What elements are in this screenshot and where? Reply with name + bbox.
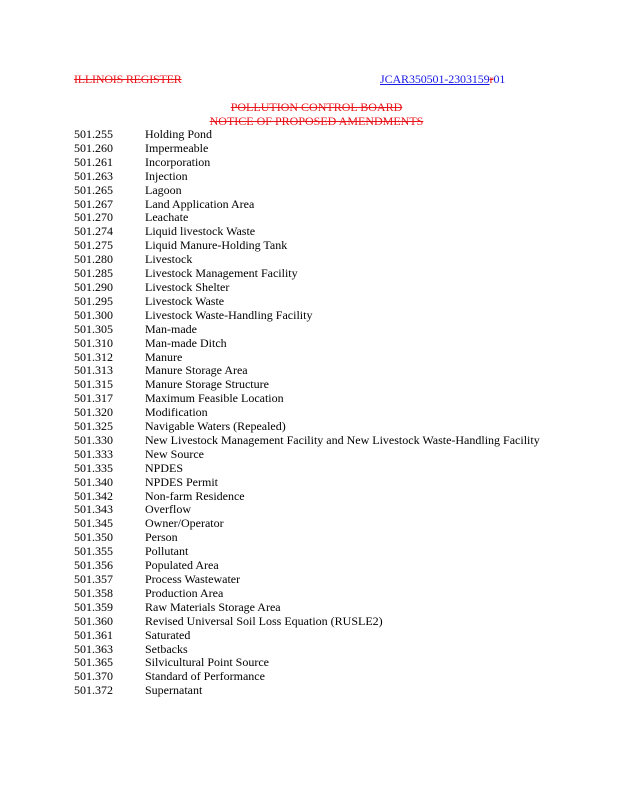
section-number: 501.274 <box>74 224 113 239</box>
section-row <box>74 309 540 323</box>
section-row <box>74 684 540 698</box>
section-number: 501.263 <box>74 168 113 183</box>
section-row <box>74 517 540 531</box>
section-title: Lagoon <box>145 182 182 197</box>
register-header: ILLINOIS REGISTER <box>74 72 182 86</box>
section-row <box>74 337 540 351</box>
section-title: Supernatant <box>145 683 203 698</box>
section-title: Populated Area <box>145 558 219 573</box>
section-row <box>74 142 540 156</box>
section-row <box>74 601 540 615</box>
section-title: New Source <box>145 446 204 461</box>
section-number: 501.267 <box>74 196 113 211</box>
section-row <box>74 392 540 406</box>
section-title: Overflow <box>145 502 191 517</box>
section-title: Livestock Waste <box>145 293 225 308</box>
section-number: 501.315 <box>74 377 113 392</box>
section-title: Manure Storage Area <box>145 363 248 378</box>
section-row <box>74 476 540 490</box>
section-title: NPDES <box>145 460 184 475</box>
section-title: Owner/Operator <box>145 516 224 531</box>
section-row <box>74 128 540 142</box>
section-number: 501.342 <box>74 488 113 503</box>
section-number: 501.365 <box>74 655 113 670</box>
section-row <box>74 253 540 267</box>
section-number: 501.305 <box>74 321 113 336</box>
section-title: Livestock <box>145 252 193 267</box>
section-title: Holding Pond <box>145 127 213 141</box>
section-row <box>74 434 540 448</box>
section-row <box>74 573 540 587</box>
section-title: Livestock Management Facility <box>145 266 298 281</box>
section-title: Setbacks <box>145 641 188 656</box>
section-row <box>74 531 540 545</box>
section-title: Production Area <box>145 585 224 600</box>
section-row <box>74 629 540 643</box>
section-number: 501.310 <box>74 335 113 350</box>
section-number: 501.330 <box>74 432 113 447</box>
section-number: 501.312 <box>74 349 113 364</box>
section-row <box>74 351 540 365</box>
section-number: 501.361 <box>74 627 113 642</box>
section-number: 501.372 <box>74 683 113 698</box>
section-title: New Livestock Management Facility and New Livestock Waste-Handling Facility <box>145 432 540 447</box>
section-number: 501.285 <box>74 266 113 281</box>
section-row <box>74 656 540 670</box>
section-number: 501.340 <box>74 474 113 489</box>
section-title: Land Application Area <box>145 196 255 211</box>
jcar-reference <box>380 72 505 87</box>
section-number: 501.370 <box>74 669 113 684</box>
section-number: 501.363 <box>74 641 113 656</box>
section-number: 501.260 <box>74 140 113 155</box>
section-number: 501.255 <box>74 127 113 141</box>
section-row <box>74 170 540 184</box>
section-number: 501.290 <box>74 279 113 294</box>
section-row <box>74 490 540 504</box>
section-title: Liquid livestock Waste <box>145 224 256 239</box>
section-row <box>74 198 540 212</box>
section-row <box>74 503 540 517</box>
section-number: 501.345 <box>74 516 113 531</box>
jcar-link[interactable]: JCAR350501-2303159 <box>380 72 490 86</box>
section-row <box>74 364 540 378</box>
section-number: 501.335 <box>74 460 113 475</box>
section-title: Injection <box>145 168 188 183</box>
section-list <box>74 128 540 698</box>
section-row <box>74 211 540 225</box>
section-number: 501.333 <box>74 446 113 461</box>
section-row <box>74 156 540 170</box>
agency-heading: POLLUTION CONTROL BOARD <box>230 100 403 114</box>
section-number: 501.261 <box>74 154 113 169</box>
section-row <box>74 615 540 629</box>
section-number: 501.270 <box>74 210 113 225</box>
section-title: Impermeable <box>145 140 209 155</box>
section-number: 501.343 <box>74 502 113 517</box>
section-title: Silvicultural Point Source <box>145 655 269 670</box>
section-title: NPDES Permit <box>145 474 219 489</box>
section-title: Leachate <box>145 210 189 225</box>
section-title: Person <box>145 530 178 545</box>
section-number: 501.320 <box>74 405 113 420</box>
section-number: 501.325 <box>74 419 113 434</box>
section-title: Non-farm Residence <box>145 488 245 503</box>
section-row <box>74 406 540 420</box>
section-row <box>74 239 540 253</box>
section-number: 501.360 <box>74 613 113 628</box>
section-title: Process Wastewater <box>145 572 241 586</box>
section-title: Navigable Waters (Repealed) <box>145 419 286 434</box>
section-row <box>74 281 540 295</box>
section-number: 501.280 <box>74 252 113 267</box>
section-title: Saturated <box>145 627 191 642</box>
section-title: Manure <box>145 349 183 364</box>
section-title: Pollutant <box>145 544 189 559</box>
section-title: Livestock Shelter <box>145 279 230 294</box>
notice-heading: NOTICE OF PROPOSED AMENDMENTS <box>209 114 424 128</box>
section-row <box>74 559 540 573</box>
section-row <box>74 587 540 601</box>
section-number: 501.350 <box>74 530 113 545</box>
section-row <box>74 545 540 559</box>
section-title: Raw Materials Storage Area <box>145 599 281 614</box>
section-number: 501.317 <box>74 391 113 406</box>
section-number: 501.313 <box>74 363 113 378</box>
section-row <box>74 267 540 281</box>
section-number: 501.357 <box>74 572 113 586</box>
section-row <box>74 378 540 392</box>
section-number: 501.355 <box>74 544 113 559</box>
section-number: 501.358 <box>74 585 113 600</box>
section-row <box>74 225 540 239</box>
section-row <box>74 420 540 434</box>
section-number: 501.295 <box>74 293 113 308</box>
section-row <box>74 643 540 657</box>
section-title: Incorporation <box>145 154 211 169</box>
section-row <box>74 448 540 462</box>
section-number: 501.275 <box>74 238 113 253</box>
section-title: Liquid Manure-Holding Tank <box>145 238 288 253</box>
section-title: Man-made Ditch <box>145 335 227 350</box>
section-title: Maximum Feasible Location <box>145 391 284 406</box>
section-title: Manure Storage Structure <box>145 377 269 392</box>
section-row <box>74 295 540 309</box>
section-number: 501.356 <box>74 558 113 573</box>
section-title: Modification <box>145 405 208 420</box>
jcar-struck-char: r <box>489 72 494 86</box>
section-row <box>74 323 540 337</box>
section-row <box>74 670 540 684</box>
section-title: Livestock Waste-Handling Facility <box>145 307 313 322</box>
section-row <box>74 462 540 476</box>
section-title: Man-made <box>145 321 197 336</box>
jcar-suffix: 01 <box>493 72 506 86</box>
section-row <box>74 184 540 198</box>
section-title: Revised Universal Soil Loss Equation (RUSLE2) <box>145 613 383 628</box>
section-number: 501.300 <box>74 307 113 322</box>
section-title: Standard of Performance <box>145 669 265 684</box>
section-number: 501.265 <box>74 182 113 197</box>
section-number: 501.359 <box>74 599 113 614</box>
